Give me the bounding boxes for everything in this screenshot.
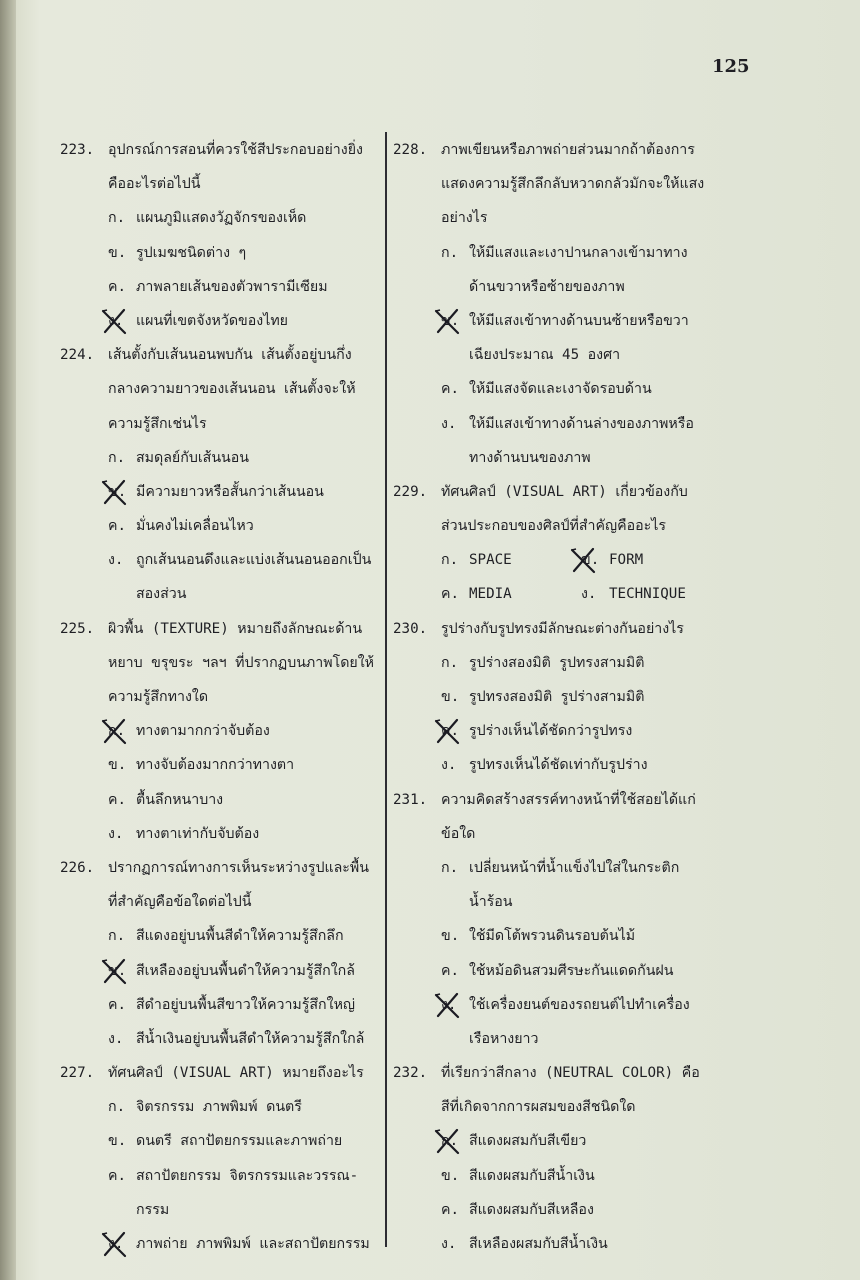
option-text: รูปทรงสองมิติ รูปร่างสามมิติ: [469, 689, 645, 705]
option-text: ทางตามากกว่าจับต้อง: [136, 723, 270, 740]
answer-option: [393, 748, 733, 782]
answer-option-continuation: [60, 577, 380, 611]
option-text: ภาพถ่าย ภาพพิมพ์ และสถาปัตยกรรม: [136, 1236, 370, 1252]
answer-option: [393, 988, 733, 1022]
option-key: ข.: [108, 954, 136, 988]
question-stem-line: [60, 407, 380, 441]
answer-option: [393, 1159, 733, 1193]
answer-option: [60, 543, 380, 577]
option-key: ก.: [441, 1124, 469, 1158]
answer-mark-icon: [100, 717, 128, 745]
question-228: [393, 133, 733, 475]
option-text: TECHNIQUE: [609, 586, 686, 603]
option-key: ง.: [108, 304, 136, 338]
option-key: ง.: [108, 825, 124, 842]
option-key: ง.: [581, 586, 597, 603]
option-key: ก.: [441, 654, 459, 671]
option-text: ให้มีแสงและเงาปานกลางเข้ามาทาง: [469, 244, 688, 261]
option-text: มั่นคงไม่เคลื่อนไหว: [136, 518, 254, 535]
option-text: สีเหลืองผสมกับสีน้ำเงิน: [469, 1236, 608, 1252]
option-key: ก.: [108, 1099, 126, 1116]
option-text: ทางจับต้องมากกว่าทางตา: [136, 757, 295, 774]
question-stem-line: [393, 133, 733, 167]
question-227: [60, 1056, 380, 1261]
answer-option: [581, 577, 721, 611]
option-text: แผนที่เขตจังหวัดของไทย: [136, 312, 288, 329]
answer-option: [441, 543, 581, 577]
option-text: มีความยาวหรือสั้นกว่าเส้นนอน: [136, 483, 324, 500]
option-text: สมดุลย์กับเส้นนอน: [136, 449, 249, 466]
question-stem-line: [60, 372, 380, 406]
option-key: ค.: [441, 714, 469, 748]
question-stem-line: [60, 338, 380, 372]
question-231: [393, 783, 733, 1057]
answer-option: [60, 954, 380, 988]
option-key: ค.: [108, 1167, 127, 1184]
right-column: [393, 133, 733, 1261]
option-key: ค.: [441, 1201, 460, 1218]
question-stem-line: [393, 509, 733, 543]
answer-option: [60, 270, 380, 304]
option-text: สีดำอยู่บนพื้นสีขาวให้ความรู้สึกใหญ่: [136, 996, 356, 1013]
answer-option: [393, 1227, 733, 1261]
answer-option: [60, 475, 380, 509]
answer-option: [60, 748, 380, 782]
question-stem-text: ความคิดสร้างสรรค์ทางหน้าที่ใช้สอยได้แก่: [441, 791, 696, 808]
answer-option-continuation: [393, 1022, 733, 1056]
option-text: สีเหลืองอยู่บนพื้นดำให้ความรู้สึกใกล้: [136, 962, 355, 979]
answer-option-continuation: [60, 1193, 380, 1227]
question-number: 230.: [393, 620, 428, 637]
answer-option: [60, 509, 380, 543]
question-224: [60, 338, 380, 612]
option-text: รูปร่างสองมิติ รูปทรงสามมิติ: [469, 654, 645, 671]
answer-option: [393, 680, 733, 714]
question-stem-text: ที่เรียกว่าสีกลาง (NEUTRAL COLOR) คือ: [441, 1065, 700, 1082]
answer-option: [393, 646, 733, 680]
option-text: สองส่วน: [136, 586, 187, 603]
answer-mark-icon: [100, 1230, 128, 1258]
option-key: ก.: [441, 244, 459, 261]
option-key: ค.: [108, 518, 127, 535]
option-key: ค.: [441, 586, 460, 603]
answer-option-continuation: [393, 441, 733, 475]
answer-mark-icon: [569, 546, 597, 574]
answer-option: [60, 988, 380, 1022]
question-number: 227.: [60, 1065, 95, 1082]
option-text: เรือหางยาว: [469, 1030, 539, 1047]
answer-option: [393, 236, 733, 270]
question-stem-text: กลางความยาวของเส้นนอน เส้นตั้งจะให้: [108, 381, 356, 398]
answer-mark-icon: [433, 1127, 461, 1155]
answer-mark-icon: [100, 478, 128, 506]
answer-option: [441, 577, 581, 611]
option-key: ค.: [108, 278, 127, 295]
question-230: [393, 612, 733, 783]
option-text: แผนภูมิแสดงวัฏจักรของเห็ด: [136, 210, 307, 227]
option-text: ด้านขวาหรือซ้ายของภาพ: [469, 278, 625, 295]
option-text: ทางตาเท่ากับจับต้อง: [136, 825, 260, 842]
option-text: ภาพลายเส้นของตัวพารามีเซียม: [136, 278, 328, 295]
answer-mark-icon: [433, 717, 461, 745]
question-stem-line: [393, 783, 733, 817]
option-text: ตื้นลึกหนาบาง: [136, 791, 224, 808]
answer-mark-icon: [433, 307, 461, 335]
option-text: ดนตรี สถาปัตยกรรมและภาพถ่าย: [136, 1133, 343, 1150]
answer-option: [60, 714, 380, 748]
option-key: ข.: [441, 689, 460, 705]
answer-option: [60, 236, 380, 270]
answer-mark-icon: [100, 957, 128, 985]
question-225: [60, 612, 380, 851]
question-stem-text: ข้อใด: [441, 825, 476, 842]
option-key: ง.: [108, 1030, 124, 1047]
option-key: ง.: [441, 757, 457, 774]
option-key: ข.: [441, 1167, 460, 1184]
option-key: ก.: [108, 714, 136, 748]
question-number: 228.: [393, 142, 428, 158]
question-stem-line: [60, 680, 380, 714]
answer-mark-icon: [433, 991, 461, 1019]
question-number: 231.: [393, 791, 428, 808]
question-stem-text: หยาบ ขรุขระ ฯลฯ ที่ปรากฏบนภาพโดยให้: [108, 654, 375, 671]
question-stem-line: [393, 1056, 733, 1090]
left-column: [60, 133, 380, 1261]
question-number: 232.: [393, 1065, 428, 1082]
page-binding-edge: [0, 0, 16, 1280]
answer-option-continuation: [393, 885, 733, 919]
answer-option: [581, 543, 721, 577]
question-stem-line: [60, 133, 380, 167]
question-number: 226.: [60, 859, 95, 876]
question-232: [393, 1056, 733, 1261]
question-number: 229.: [393, 483, 428, 500]
answer-option: [60, 783, 380, 817]
question-stem-text: สีที่เกิดจากการผสมของสีชนิดใด: [441, 1099, 636, 1116]
option-text: จิตรกรรม ภาพพิมพ์ ดนตรี: [136, 1099, 302, 1116]
answer-option: [393, 919, 733, 953]
question-stem-text: คืออะไรต่อไปนี้: [108, 176, 201, 193]
answer-option: [60, 817, 380, 851]
question-stem-text: แสดงความรู้สึกลึกลับหวาดกลัวมักจะให้แสง: [441, 176, 705, 193]
question-stem-text: ทัศนศิลป์ (VISUAL ART) หมายถึงอะไร: [108, 1065, 364, 1082]
question-stem-text: อุปกรณ์การสอนที่ควรใช้สีประกอบอย่างยิ่ง: [108, 142, 363, 158]
question-stem-line: [60, 646, 380, 680]
question-number: 224.: [60, 347, 95, 364]
option-text: สีแดงอยู่บนพื้นสีดำให้ความรู้สึกลึก: [136, 928, 344, 945]
question-stem-text: ที่สำคัญคือข้อใดต่อไปนี้: [108, 894, 252, 911]
option-key: ข.: [108, 1133, 127, 1150]
question-stem-text: ปรากฏการณ์ทางการเห็นระหว่างรูปและพื้น: [108, 859, 369, 876]
option-key: ง.: [441, 988, 469, 1022]
option-text: รูปร่างเห็นได้ชัดกว่ารูปทรง: [469, 723, 633, 740]
option-key: ค.: [441, 381, 460, 398]
option-key: ง.: [441, 1236, 457, 1252]
option-key: ก.: [108, 928, 126, 945]
answer-option: [60, 919, 380, 953]
option-key: ค.: [108, 791, 127, 808]
option-text: ถูกเส้นนอนดึงและแบ่งเส้นนอนออกเป็น: [136, 552, 372, 569]
answer-option: [60, 1090, 380, 1124]
question-stem-text: เส้นตั้งกับเส้นนอนพบกัน เส้นตั้งอยู่บนกึ่ง: [108, 347, 352, 364]
question-stem-line: [60, 885, 380, 919]
question-stem-text: ความรู้สึกทางใด: [108, 689, 209, 705]
option-text: เฉียงประมาณ 45 องศา: [469, 347, 621, 364]
question-stem-text: อย่างไร: [441, 210, 488, 227]
answer-option: [60, 1159, 380, 1193]
question-stem-line: [60, 167, 380, 201]
option-key: ข.: [441, 304, 469, 338]
option-text: สีแดงผสมกับสีน้ำเงิน: [469, 1167, 595, 1184]
option-text: SPACE: [469, 552, 512, 569]
answer-option: [393, 372, 733, 406]
option-key: ง.: [108, 1227, 136, 1261]
option-text: ทางด้านบนของภาพ: [469, 449, 591, 466]
answer-option-continuation: [393, 338, 733, 372]
answer-option: [60, 304, 380, 338]
answer-option: [60, 441, 380, 475]
option-text: สีแดงผสมกับสีเหลือง: [469, 1201, 594, 1218]
question-number: 225.: [60, 620, 95, 637]
option-key: ง.: [441, 415, 457, 432]
question-stem-text: ส่วนประกอบของศิลป์ที่สำคัญคืออะไร: [441, 518, 667, 535]
question-stem-line: [60, 851, 380, 885]
option-key: ข.: [108, 244, 127, 261]
answer-option: [60, 201, 380, 235]
question-stem-line: [60, 612, 380, 646]
answer-option: [60, 1227, 380, 1261]
option-text: สีแดงผสมกับสีเขียว: [469, 1133, 587, 1150]
question-stem-text: ภาพเขียนหรือภาพถ่ายส่วนมากถ้าต้องการ: [441, 142, 695, 158]
option-text: FORM: [609, 552, 644, 569]
page-number: 125: [712, 56, 750, 77]
answer-option: [393, 304, 733, 338]
option-text: เปลี่ยนหน้าที่น้ำแข็งไปใส่ในกระติก: [469, 859, 680, 876]
option-text: กรรม: [136, 1201, 170, 1218]
answer-option: [393, 954, 733, 988]
option-text: สีน้ำเงินอยู่บนพื้นสีดำให้ความรู้สึกใกล้: [136, 1030, 365, 1047]
option-text: ใช้มีดโต้พรวนดินรอบต้นไม้: [469, 928, 636, 945]
question-stem-text: ความรู้สึกเช่นไร: [108, 415, 207, 432]
option-key: ก.: [108, 210, 126, 227]
option-key: ง.: [108, 552, 124, 569]
option-text: ให้มีแสงเข้าทางด้านบนซ้ายหรือขวา: [469, 312, 689, 329]
question-stem-text: รูปร่างกับรูปทรงมีลักษณะต่างกันอย่างไร: [441, 620, 684, 637]
option-key: ข.: [108, 757, 127, 774]
answer-option-continuation: [393, 270, 733, 304]
question-number: 223.: [60, 142, 95, 158]
question-226: [60, 851, 380, 1056]
option-text: ให้มีแสงจัดและเงาจัดรอบด้าน: [469, 381, 652, 398]
answer-option-row: [393, 543, 733, 577]
option-key: ข.: [108, 475, 136, 509]
option-text: ใช้หม้อดินสวมศีรษะกันแดดกันฝน: [469, 962, 674, 979]
option-text: รูปทรงเห็นได้ชัดเท่ากับรูปร่าง: [469, 757, 648, 774]
column-divider: [385, 132, 387, 1247]
question-stem-line: [393, 475, 733, 509]
answer-option: [393, 407, 733, 441]
question-stem-line: [60, 1056, 380, 1090]
answer-option: [60, 1124, 380, 1158]
option-text: สถาปัตยกรรม จิตรกรรมและวรรณ-: [136, 1167, 359, 1184]
answer-option: [393, 1193, 733, 1227]
option-key: ก.: [441, 552, 459, 569]
question-stem-line: [393, 612, 733, 646]
question-stem-line: [393, 167, 733, 201]
question-223: [60, 133, 380, 338]
option-text: ใช้เครื่องยนต์ของรถยนต์ไปทำเครื่อง: [469, 996, 690, 1013]
option-text: รูปเมฆชนิดต่าง ๆ: [136, 244, 247, 261]
answer-option: [393, 714, 733, 748]
question-stem-text: ผิวพื้น (TEXTURE) หมายถึงลักษณะด้าน: [108, 620, 363, 637]
option-key: ข.: [441, 928, 460, 945]
answer-option: [60, 1022, 380, 1056]
question-stem-text: ทัศนศิลป์ (VISUAL ART) เกี่ยวข้องกับ: [441, 483, 688, 500]
option-key: ก.: [441, 859, 459, 876]
option-text: ให้มีแสงเข้าทางด้านล่างของภาพหรือ: [469, 415, 694, 432]
option-text: น้ำร้อน: [469, 894, 513, 911]
question-stem-line: [393, 201, 733, 235]
question-stem-line: [393, 1090, 733, 1124]
option-key: ค.: [441, 962, 460, 979]
answer-mark-icon: [100, 307, 128, 335]
option-key: ค.: [108, 996, 127, 1013]
option-key: ก.: [108, 449, 126, 466]
question-229: [393, 475, 733, 612]
option-key: ข.: [581, 543, 609, 577]
answer-option: [393, 1124, 733, 1158]
answer-option: [393, 851, 733, 885]
option-text: MEDIA: [469, 586, 512, 603]
answer-option-row: [393, 577, 733, 611]
question-stem-line: [393, 817, 733, 851]
